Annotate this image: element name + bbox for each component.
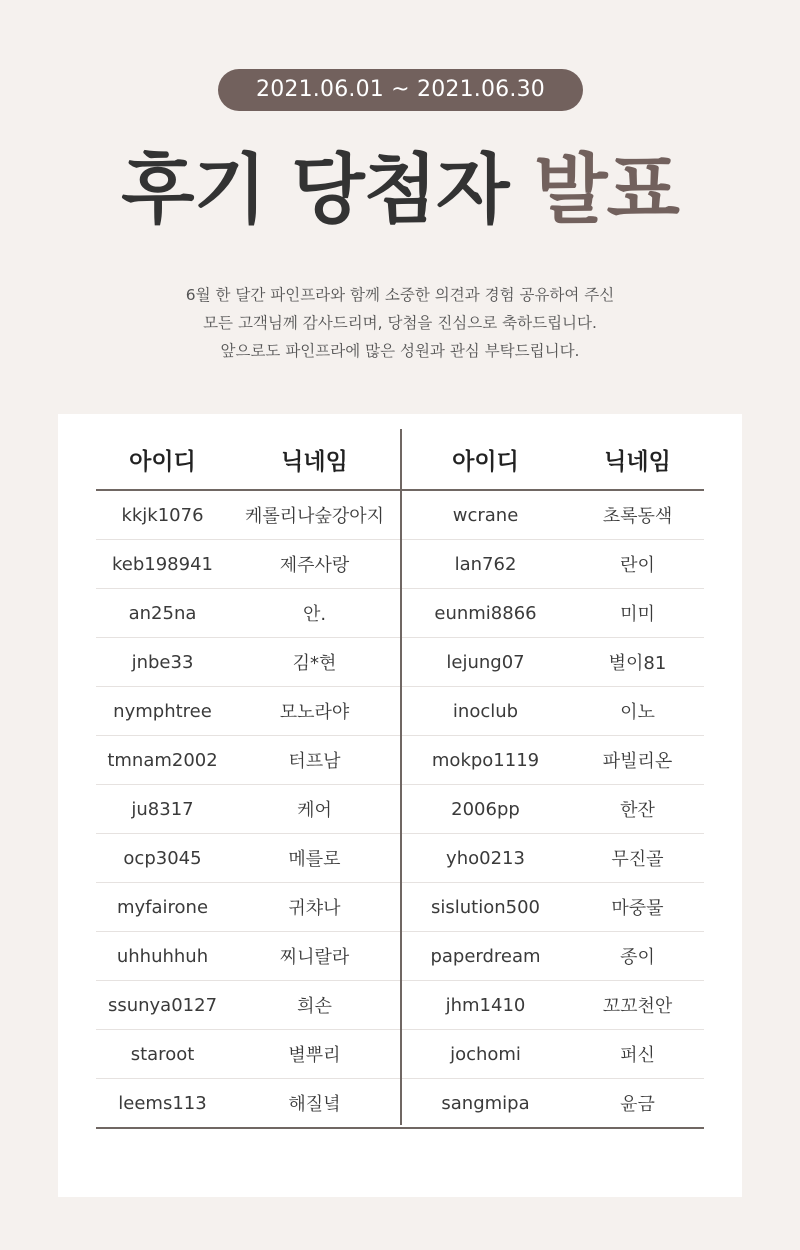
- cell-nickname-right: 이노: [620, 702, 655, 723]
- cell-id-right: wcrane: [452, 504, 519, 526]
- cell-id-right: inoclub: [452, 700, 519, 722]
- cell-nickname-right: 꼬꼬천안: [602, 996, 673, 1017]
- cell-nickname-left: 별뿌리: [288, 1045, 341, 1066]
- cell-id-right: sangmipa: [441, 1092, 530, 1114]
- winners-card: [58, 414, 742, 1197]
- cell-id-right: jochomi: [450, 1043, 521, 1065]
- cell-nickname-left: 메를로: [288, 849, 341, 870]
- cell-id-left: tmnam2002: [107, 749, 218, 771]
- title-main: 후기 당첨자: [121, 145, 509, 234]
- cell-id-left: ssunya0127: [107, 994, 218, 1016]
- cell-id-right: 2006pp: [451, 798, 520, 820]
- cell-nickname-left: 케어: [297, 800, 332, 821]
- cell-nickname-left: 모노라야: [279, 702, 350, 723]
- cell-nickname-right: 초록동색: [602, 506, 673, 527]
- event-period-badge: 2021.06.01 ~ 2021.06.30: [218, 69, 583, 111]
- cell-nickname-left: 해질녘: [288, 1094, 341, 1115]
- winners-table: [96, 429, 704, 1129]
- cell-nickname-right: 파빌리온: [602, 751, 673, 772]
- header-id-right: 아이디: [452, 448, 519, 475]
- page-title: [0, 140, 800, 240]
- cell-nickname-right: 한잔: [620, 800, 655, 821]
- cell-id-left: kkjk1076: [121, 504, 204, 526]
- cell-nickname-left: 김*현: [292, 653, 337, 674]
- header-id-left: 아이디: [129, 448, 196, 475]
- cell-id-left: ocp3045: [123, 847, 202, 869]
- cell-nickname-left: 희손: [297, 996, 332, 1017]
- cell-nickname-right: 미미: [620, 604, 655, 625]
- cell-nickname-right: 윤금: [620, 1094, 655, 1115]
- cell-nickname-right: 마중물: [611, 898, 664, 919]
- header-nickname-right: 닉네임: [604, 448, 671, 475]
- cell-id-left: staroot: [130, 1043, 195, 1065]
- cell-nickname-left: 귀챠나: [288, 898, 341, 919]
- cell-id-right: eunmi8866: [434, 602, 537, 624]
- cell-nickname-left: 케롤리나숲강아지: [244, 506, 385, 527]
- cell-id-right: lejung07: [446, 651, 525, 673]
- intro-line: 앞으로도 파인프라에 많은 성원과 관심 부탁드립니다.: [220, 342, 580, 360]
- cell-id-right: mokpo1119: [431, 749, 540, 771]
- cell-id-left: keb198941: [112, 553, 213, 575]
- cell-id-right: yho0213: [446, 847, 525, 869]
- cell-id-left: an25na: [128, 602, 197, 624]
- column-divider: [400, 429, 402, 1125]
- intro-line: 6월 한 달간 파인프라와 함께 소중한 의견과 경험 공유하여 주신: [185, 286, 615, 304]
- cell-id-left: nymphtree: [113, 700, 212, 722]
- cell-nickname-right: 란이: [620, 555, 655, 576]
- cell-nickname-left: 터프남: [288, 751, 341, 772]
- cell-id-right: jhm1410: [445, 994, 526, 1016]
- cell-id-right: sislution500: [430, 896, 540, 918]
- cell-id-left: uhhuhhuh: [116, 945, 209, 967]
- intro-text: [0, 281, 800, 365]
- title-accent: 발표: [534, 145, 679, 234]
- cell-id-left: leems113: [118, 1092, 207, 1114]
- cell-id-left: ju8317: [131, 798, 194, 820]
- cell-id-left: myfairone: [116, 896, 209, 918]
- cell-id-right: paperdream: [430, 945, 541, 967]
- cell-nickname-left: 제주사랑: [279, 555, 350, 576]
- cell-nickname-right: 별이81: [608, 653, 667, 674]
- header-nickname-left: 닉네임: [281, 448, 348, 475]
- cell-nickname-right: 퍼신: [620, 1045, 655, 1066]
- cell-nickname-left: 찌니랄라: [279, 947, 350, 968]
- cell-nickname-left: 안.: [302, 604, 327, 625]
- cell-id-left: jnbe33: [131, 651, 194, 673]
- cell-id-right: lan762: [454, 553, 517, 575]
- intro-line: 모든 고객님께 감사드리며, 당첨을 진심으로 축하드립니다.: [203, 314, 597, 332]
- cell-nickname-right: 무진골: [611, 849, 664, 870]
- cell-nickname-right: 종이: [620, 947, 655, 968]
